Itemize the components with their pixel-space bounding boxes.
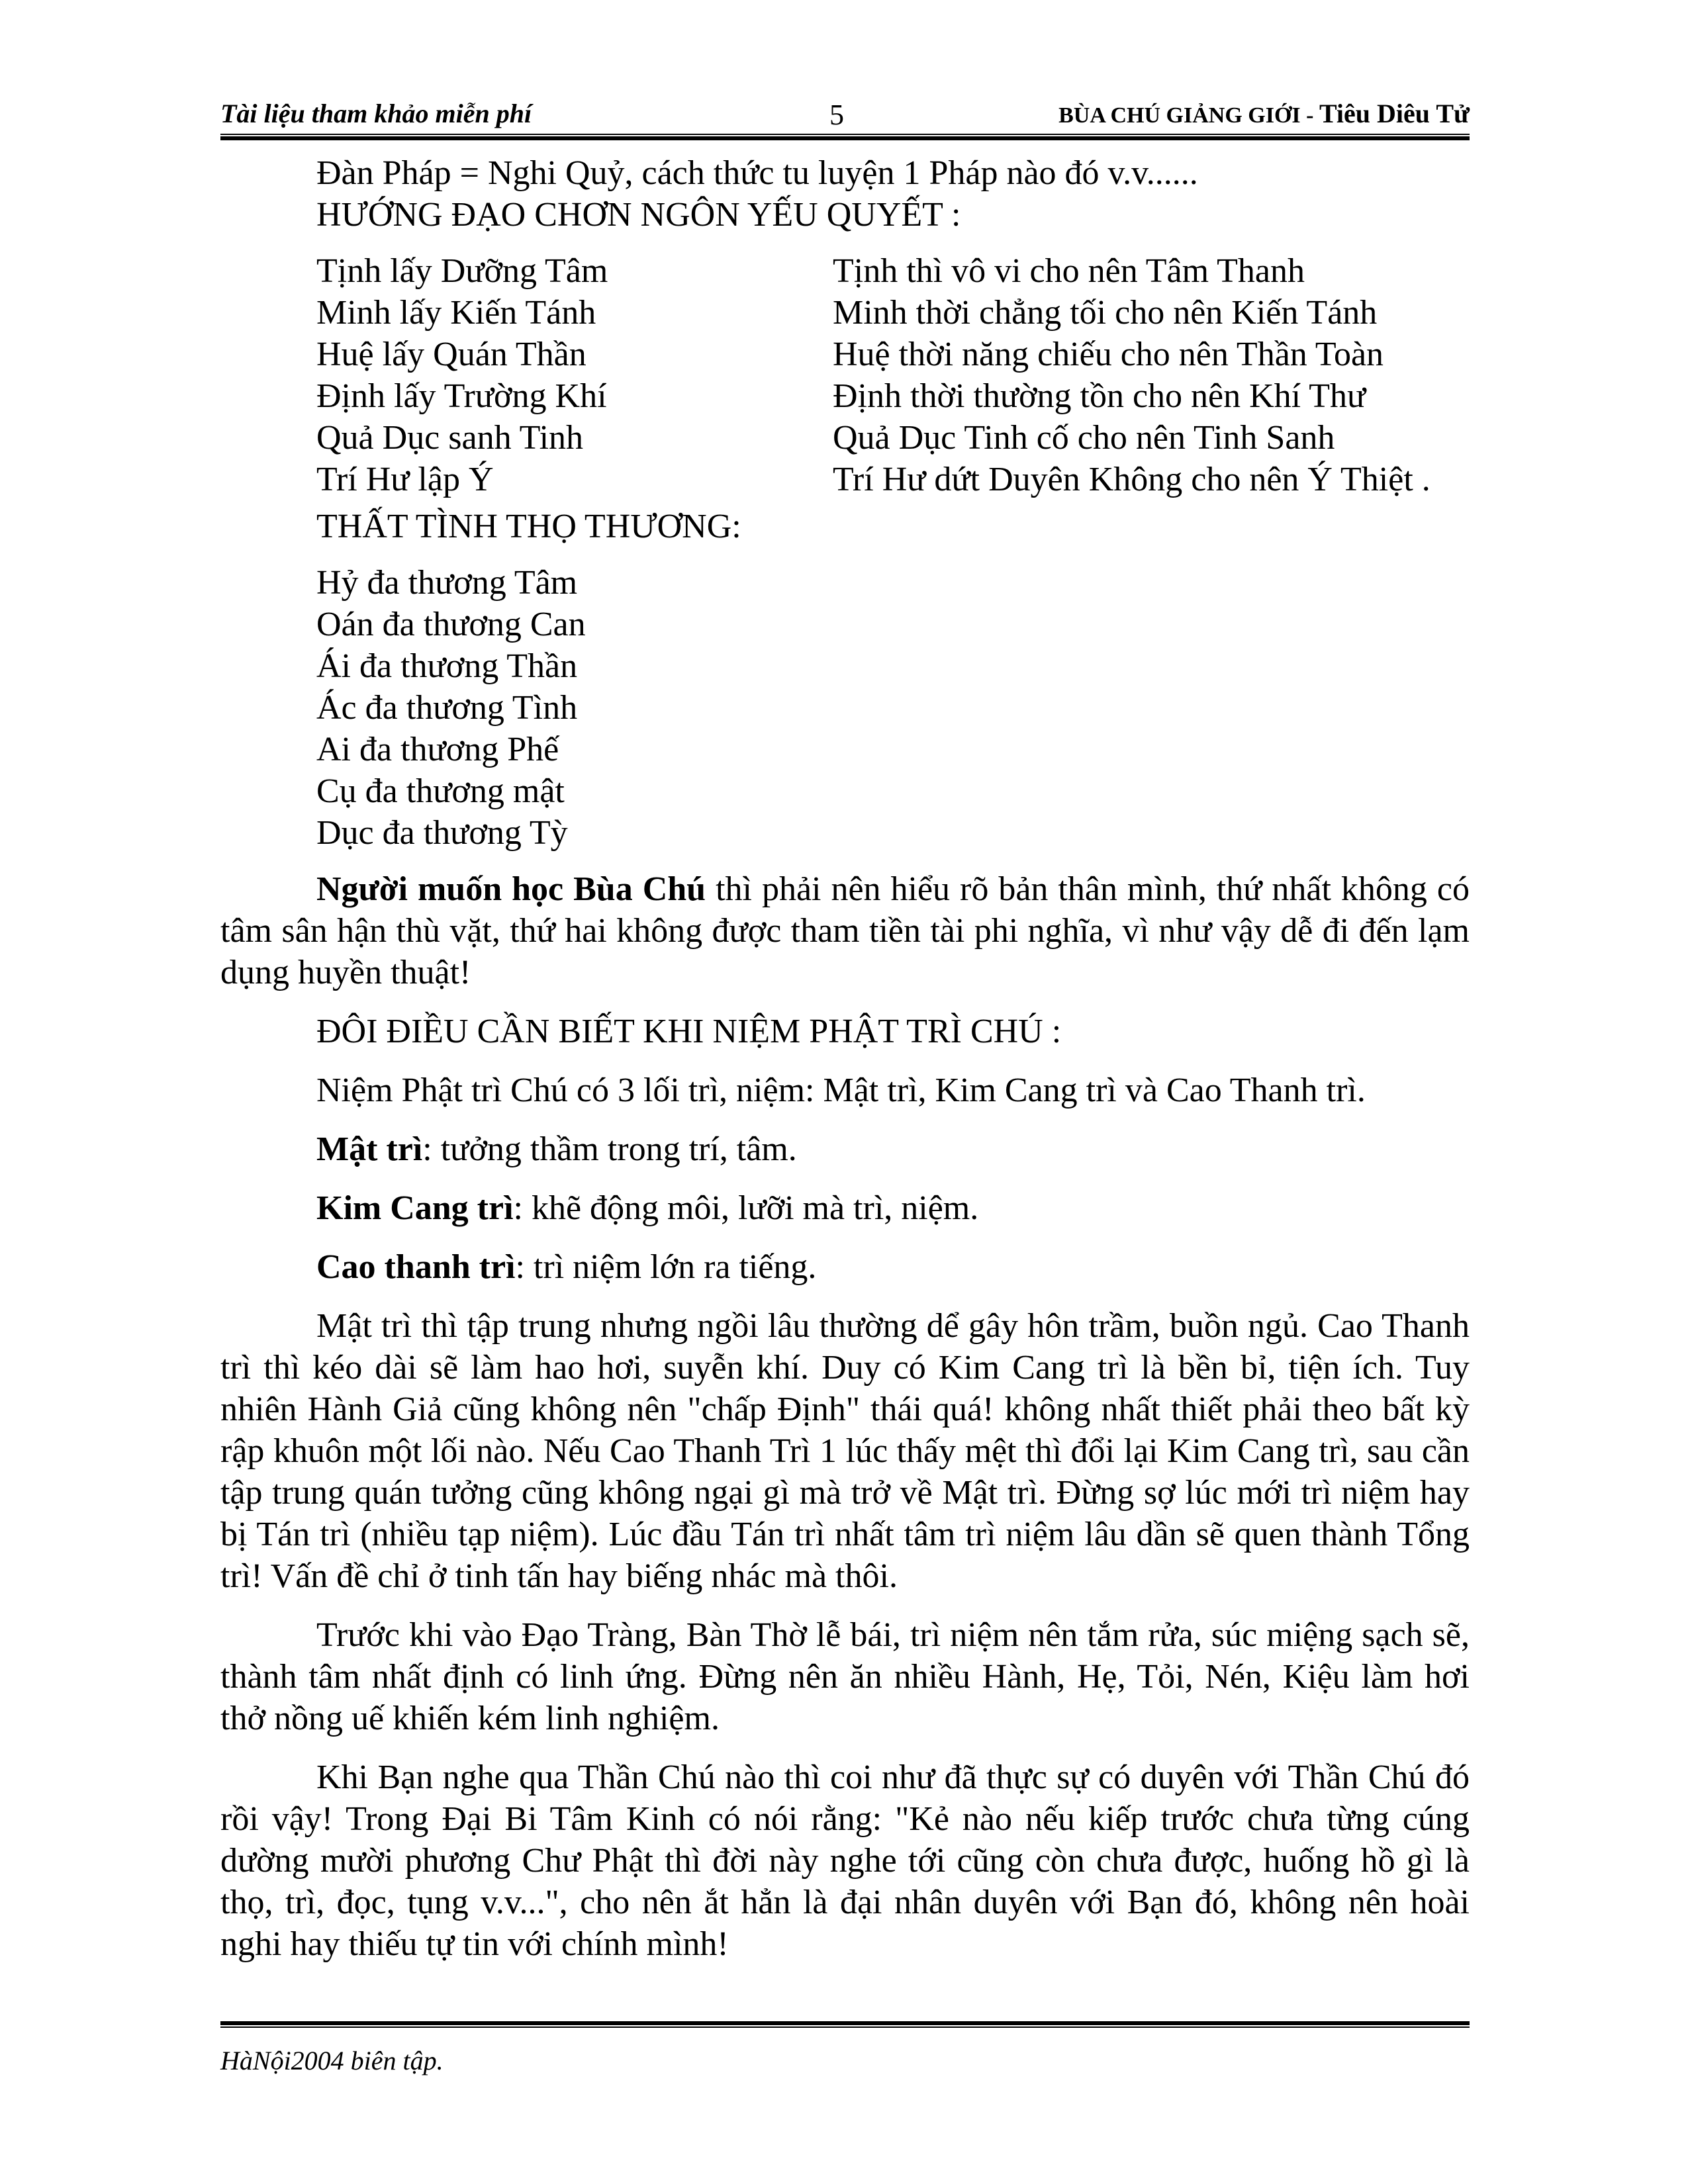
author-name: Tiêu Diêu Tử	[1319, 99, 1470, 128]
section2-list	[220, 562, 1470, 854]
header-right-text	[1058, 98, 1470, 129]
section1-right-item: Trí Hư dứt Duyên Không cho nên Ý Thiệt .	[833, 461, 1430, 498]
paragraph-3: Trước khi vào Đạo Tràng, Bàn Thờ lễ bái, trì niệm nên tắm rửa, súc miệng sạch sẽ, thành tâm nhất định có linh ứng. Đừng nên ăn nhiều Hành, Hẹ, Tỏi, Nén, Kiệu làm hơi thở nồng uế khiến kém linh nghiệm.	[220, 1616, 1470, 1737]
section3-heading: ĐÔI ĐIỀU CẦN BIẾT KHI NIỆM PHẬT TRÌ CHÚ :	[316, 1013, 1062, 1050]
definition-desc: : khẽ động môi, lưỡi mà trì, niệm.	[513, 1189, 979, 1227]
section1-left-item: Tịnh lấy Dưỡng Tâm	[316, 252, 608, 290]
section1-right-item: Huệ thời năng chiếu cho nên Thần Toàn	[833, 336, 1384, 373]
definition-term: Cao thanh trì	[316, 1248, 516, 1286]
page-body	[220, 152, 1470, 1965]
definition-item	[220, 1128, 1470, 1170]
header-rule	[220, 134, 1470, 140]
section2-item: Ái đa thương Thần	[316, 647, 578, 685]
header-left-text: Tài liệu tham khảo miễn phí	[220, 99, 532, 128]
paragraph-1-bold: Người muốn học Bùa Chú	[316, 870, 706, 908]
section2-item: Hỷ đa thương Tâm	[316, 564, 578, 602]
definition-term: Kim Cang trì	[316, 1189, 514, 1227]
definition-desc: : trì niệm lớn ra tiếng.	[515, 1248, 817, 1286]
section2-item: Oán đa thương Can	[316, 606, 586, 643]
section1-left-item: Định lấy Trường Khí	[316, 377, 607, 415]
footer-rule	[220, 2021, 1470, 2028]
page-number: 5	[829, 99, 844, 131]
section2-item: Dục đa thương Tỳ	[316, 814, 568, 852]
paragraph-4: Khi Bạn nghe qua Thần Chú nào thì coi như đã thực sự có duyên với Thần Chú đó rồi vậy! Trong Đại Bi Tâm Kinh có nói rằng: "Kẻ nào nếu kiếp trước chưa từng cúng dường mười phương Chư Phật thì đời này nghe tới cũng còn chưa được, huống hồ gì là thọ, trì, đọc, tụng v.v...", cho nên ắt hẳn là đại nhân duyên với Bạn đó, không nên hoài nghi hay thiếu tự tin với chính mình!	[220, 1758, 1470, 1963]
section1-right-item: Minh thời chẳng tối cho nên Kiến Tánh	[833, 294, 1378, 332]
definition-desc: : tưởng thầm trong trí, tâm.	[422, 1130, 797, 1168]
paragraph-2: Mật trì thì tập trung nhưng ngồi lâu thường dể gây hôn trầm, buồn ngủ. Cao Thanh trì thì kéo dài sẽ làm hao hơi, suyễn khí. Duy có Kim Cang trì là bền bỉ, tiện ích. Tuy nhiên Hành Giả cũng không nên "chấp Định" thái quá! không nhất thiết phải theo bất kỳ rập khuôn một lối nào. Nếu Cao Thanh Trì 1 lúc thấy mệt thì đổi lại Kim Cang trì, sau cần tập trung quán tưởng cũng không ngại gì mà trở về Mật trì. Đừng sợ lúc mới trì niệm hay bị Tán trì (nhiều tạp niệm). Lúc đầu Tán trì nhất tâm trì niệm lâu dần sẽ quen thành Tổng trì! Vấn đề chỉ ở tinh tấn hay biếng nhác mà thôi.	[220, 1307, 1470, 1595]
paragraph-1	[220, 868, 1470, 993]
section2-item: Cụ đa thương mật	[316, 772, 565, 810]
section1-right-column	[833, 250, 1470, 500]
section2-item: Ác đa thương Tình	[316, 689, 578, 727]
intro-line: Đàn Pháp = Nghi Quỷ, cách thức tu luyện 1 Pháp nào đó v.v......	[316, 154, 1198, 192]
definition-term: Mật trì	[316, 1130, 423, 1168]
section1-heading: HƯỚNG ĐẠO CHƠN NGÔN YẾU QUYẾT :	[316, 196, 961, 234]
book-title: BÙA CHÚ GIẢNG GIỚI -	[1058, 103, 1319, 128]
section1-right-item: Định thời thường tồn cho nên Khí Thư	[833, 377, 1366, 415]
definition-item	[220, 1246, 1470, 1288]
section1-columns	[220, 250, 1470, 500]
section1-left-item: Minh lấy Kiến Tánh	[316, 294, 596, 332]
section3-intro: Niệm Phật trì Chú có 3 lối trì, niệm: Mật trì, Kim Cang trì và Cao Thanh trì.	[316, 1071, 1366, 1109]
section1-left-item: Quả Dục sanh Tinh	[316, 419, 584, 457]
section2-item: Ai đa thương Phế	[316, 731, 559, 768]
paragraph-1-text: thì phải nên hiểu rõ bản thân mình, thứ nhất không có tâm sân hận thù vặt, thứ hai không được tham tiền tài phi nghĩa, vì như vậy dễ đi đến lạm dụng huyền thuật!	[220, 870, 1470, 991]
definition-item	[220, 1187, 1470, 1229]
section1-right-item: Tịnh thì vô vi cho nên Tâm Thanh	[833, 252, 1305, 290]
section1-left-item: Trí Hư lập Ý	[316, 461, 494, 498]
page-footer: HàNội2004 biên tập.	[220, 2046, 444, 2075]
section2-heading: THẤT TÌNH THỌ THƯƠNG:	[316, 508, 741, 545]
section1-left-item: Huệ lấy Quán Thần	[316, 336, 586, 373]
page-header	[220, 98, 1470, 134]
section1-left-column	[316, 250, 833, 500]
section1-right-item: Quả Dục Tinh cố cho nên Tinh Sanh	[833, 419, 1335, 457]
